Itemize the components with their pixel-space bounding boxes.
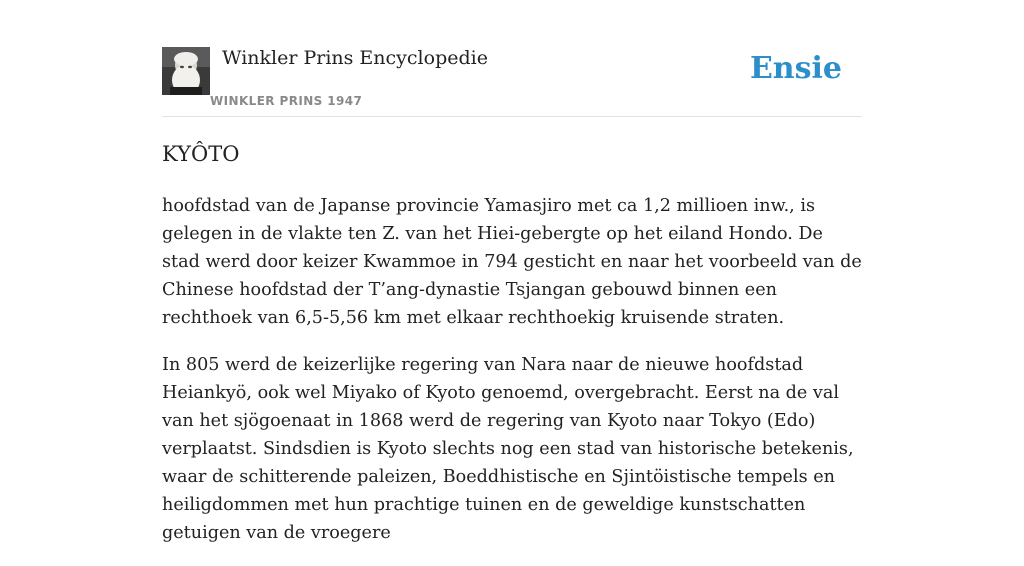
article-paragraph: hoofdstad van de Japanse provincie Yamasjiro met ca 1,2 millioen inw., is gelegen in de vlakte ten Z. van het Hiei-gebergte op het eiland Hondo. De stad werd door keizer Kwammoe in 794 gesticht en naar het voorbeeld van de Chinese hoofdstad der T’ang-dynastie Tsjangan gebouwd binnen een rechthoek van 6,5-5,56 km met elkaar rechthoekig kruisende straten. xyxy=(162,196,862,328)
author-avatar[interactable] xyxy=(162,47,210,95)
site-title[interactable]: Winkler Prins Encyclopedie xyxy=(222,47,488,69)
site-header xyxy=(162,0,862,117)
article-title: KYÔTO xyxy=(162,142,240,166)
site-subtitle: WINKLER PRINS 1947 xyxy=(210,94,363,108)
content-container xyxy=(162,0,862,543)
article-body xyxy=(162,192,862,566)
article-paragraph: In 805 werd de keizerlijke regering van Nara naar de nieuwe hoofdstad Heiankyö, ook wel Miyako of Kyoto genoemd, overgebracht. Eerst na de val van het sjögoenaat in 1868 werd de regering van Kyoto naar Tokyo (Edo) verplaatst. Sindsdien is Kyoto slechts nog een stad van historische betekenis, waar de schitterende paleizen, Boeddhistische en Sjintöistische tempels en heiligdommen met hun prachtige tuinen en de geweldige kunstschatten getuigen van de vroegere xyxy=(162,355,854,543)
brand-logo[interactable]: Ensie xyxy=(749,51,842,86)
portrait-icon xyxy=(162,47,210,95)
